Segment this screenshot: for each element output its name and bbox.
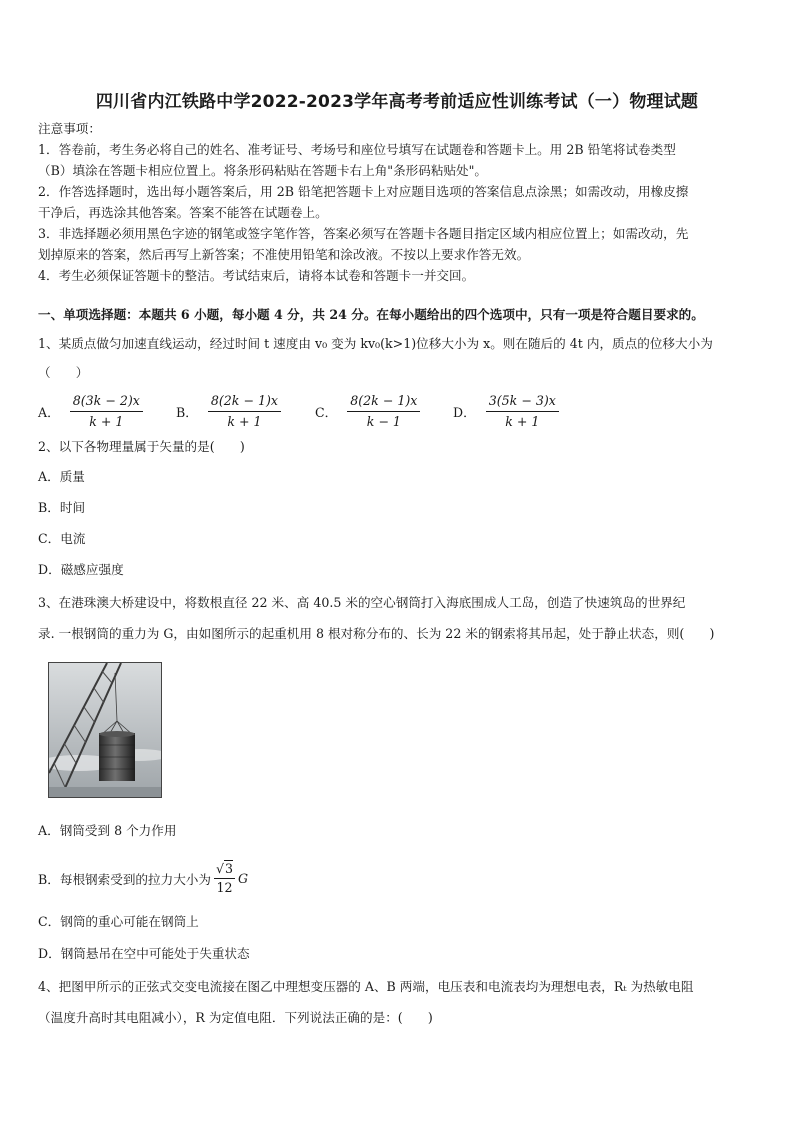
fraction-numerator: 8(2k − 1)x [208, 393, 281, 412]
question-3-option-a: A．钢筒受到 8 个力作用 [38, 823, 177, 838]
question-3-option-d: D．钢筒悬吊在空中可能处于失重状态 [38, 946, 250, 961]
question-1-stem: 1、某质点做匀加速直线运动，经过时间 t 速度由 v₀ 变为 kv₀(k>1)位移大小为 x。则在随后的 4t 内，质点的位移大小为 [38, 336, 713, 351]
question-3-option-b [38, 858, 248, 898]
notice-line: 1．答卷前，考生务必将自己的姓名、准考证号、考场号和座位号填写在试题卷和答题卡上。用 2B 铅笔将试卷类型 [38, 142, 676, 157]
fraction-numerator: 3(5k − 3)x [486, 393, 559, 412]
question-2-stem: 2、以下各物理量属于矢量的是( ) [38, 439, 245, 454]
fraction [214, 861, 235, 896]
fraction-denominator: k + 1 [505, 413, 540, 429]
fraction-denominator: 12 [216, 879, 233, 895]
fraction [486, 393, 559, 430]
question-3-option-c: C．钢筒的重心可能在钢筒上 [38, 914, 199, 929]
fraction-numerator: √3 [214, 861, 235, 879]
fraction [347, 393, 420, 430]
option-label: C． [315, 404, 338, 420]
option-c [315, 388, 420, 434]
option-label: B． [176, 404, 198, 420]
option-label: D． [453, 404, 476, 420]
fraction-numerator: 8(3k − 2)x [70, 393, 143, 412]
question-4-stem: 4、把图甲所示的正弦式交变电流接在图乙中理想变压器的 A、B 两端，电压表和电流表均为理想电表，Rₜ 为热敏电阻 [38, 979, 694, 994]
option-label: A． [38, 404, 60, 420]
notice-line: 2．作答选择题时，选出每小题答案后，用 2B 铅笔把答题卡上对应题目选项的答案信息点涂黑；如需改动，用橡皮擦 [38, 184, 689, 199]
question-2-option: B．时间 [38, 500, 86, 515]
page-title: 四川省内江铁路中学2022-2023学年高考考前适应性训练考试（一）物理试题 [95, 92, 699, 112]
radicand: 3 [225, 860, 234, 876]
notice-line: 干净后，再选涂其他答案。答案不能答在试题卷上。 [38, 205, 328, 220]
option-b-text: B．每根钢索受到的拉力大小为 [38, 871, 211, 887]
notice-line: 3．非选择题必须用黑色字迹的钢笔或签字笔作答，答案必须写在答题卡各题目指定区域内相应位置上；如需改动，先 [38, 226, 689, 241]
crane-photo [48, 662, 162, 798]
question-4-stem: （温度升高时其电阻减小），R 为定值电阻．下列说法正确的是：( ) [38, 1010, 433, 1025]
fraction-numerator: 8(2k − 1)x [347, 393, 420, 412]
question-1-blank: （ ） [38, 365, 89, 380]
question-2-option: A．质量 [38, 469, 85, 484]
fraction [70, 393, 143, 430]
notice-heading: 注意事项： [38, 121, 101, 136]
question-2-option: C．电流 [38, 531, 86, 546]
option-a [38, 388, 143, 434]
question-1-options [38, 388, 758, 434]
question-3-stem: 录. 一根钢筒的重力为 G，由如图所示的起重机用 8 根对称分布的、长为 22 米的钢索将其吊起，处于静止状态，则( ) [38, 626, 715, 641]
notice-line: 划掉原来的答案，然后再写上新答案；不准使用铅笔和涂改液。不按以上要求作答无效。 [38, 247, 530, 262]
question-2-option: D．磁感应强度 [38, 562, 124, 577]
fraction-denominator: k + 1 [227, 413, 262, 429]
option-b [176, 388, 281, 434]
notice-line: 4．考生必须保证答题卡的整洁。考试结束后，请将本试卷和答题卡一并交回。 [38, 268, 475, 283]
fraction-denominator: k + 1 [89, 413, 124, 429]
fraction [208, 393, 281, 430]
option-d [453, 388, 559, 434]
notice-line: （B）填涂在答题卡相应位置上。将条形码粘贴在答题卡右上角"条形码粘贴处"。 [38, 163, 488, 178]
option-b-symbol: G [238, 870, 249, 886]
section-heading: 一、单项选择题：本题共 6 小题，每小题 4 分，共 24 分。在每小题给出的四个选项中，只有一项是符合题目要求的。 [38, 307, 704, 322]
question-3-stem: 3、在港珠澳大桥建设中，将数根直径 22 米、高 40.5 米的空心钢筒打入海底围成人工岛，创造了快速筑岛的世界纪 [38, 595, 686, 610]
fraction-denominator: k − 1 [366, 413, 401, 429]
